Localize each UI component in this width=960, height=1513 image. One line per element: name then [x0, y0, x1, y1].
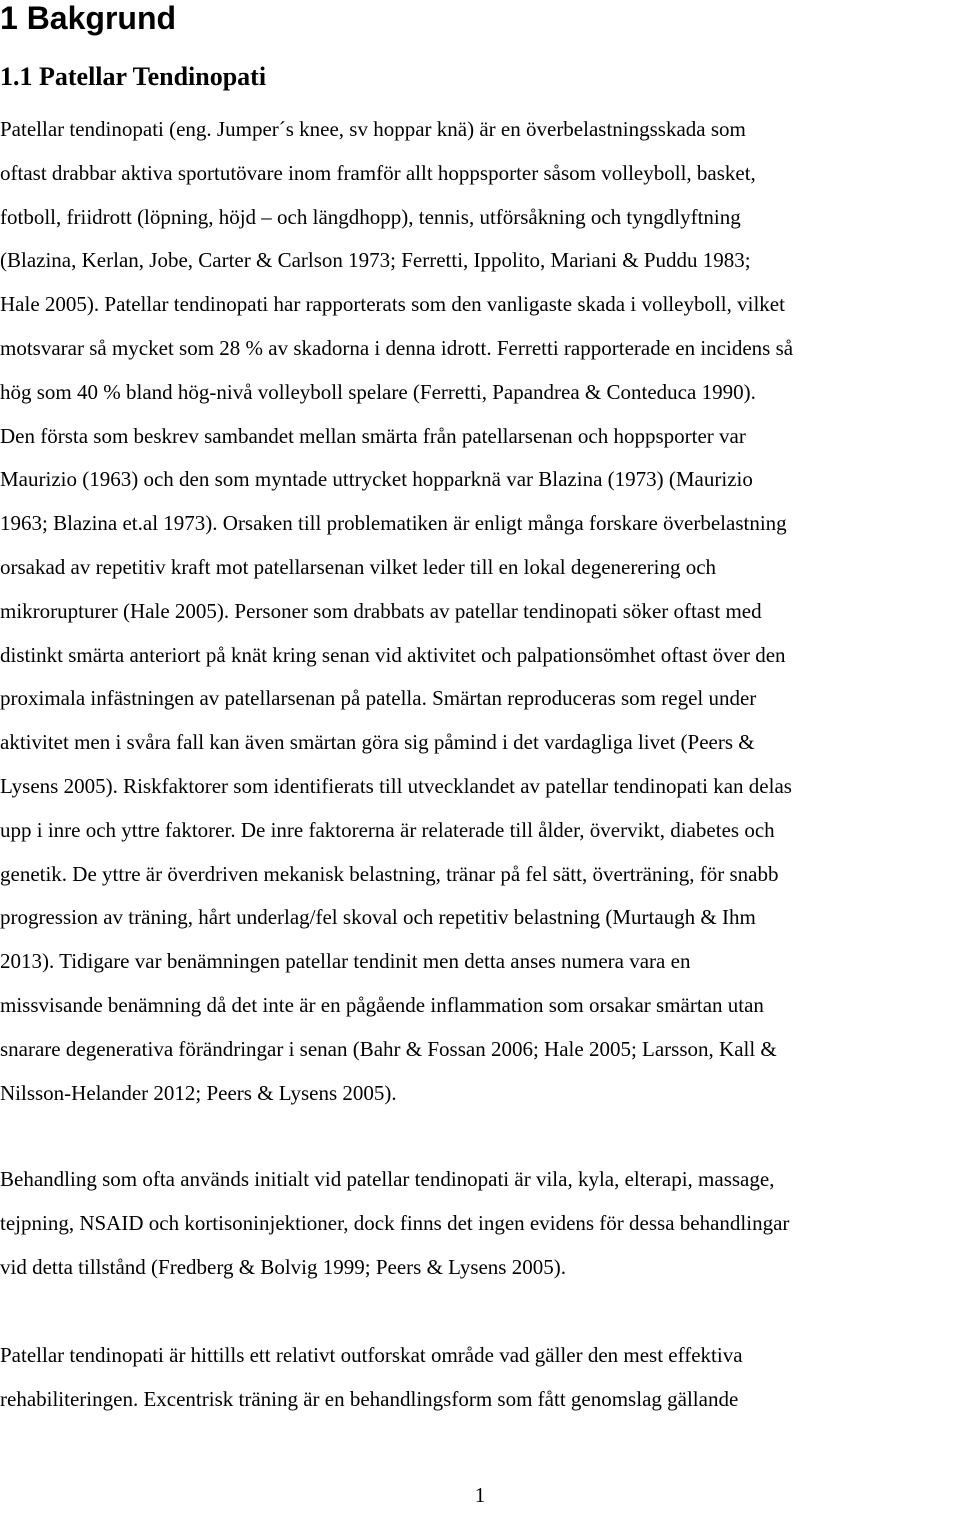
text-line: mikrorupturer (Hale 2005). Personer som drabbats av patellar tendinopati söker oftast med: [0, 598, 762, 623]
text-line: oftast drabbar aktiva sportutövare inom framför allt hoppsporter såsom volleyboll, basket,: [0, 160, 756, 185]
text-line: vid detta tillstånd (Fredberg & Bolvig 1999; Peers & Lysens 2005).: [0, 1254, 566, 1279]
text-line: rehabiliteringen. Excentrisk träning är en behandlingsform som fått genomslag gällande: [0, 1386, 739, 1411]
paragraph-rehabilitation: [0, 1334, 960, 1422]
text-line: tejpning, NSAID och kortisoninjektioner, dock finns det ingen evidens för dessa behandlingar: [0, 1210, 790, 1235]
text-line: upp i inre och yttre faktorer. De inre faktorerna är relaterade till ålder, övervikt, diabetes och: [0, 817, 775, 842]
section-heading: 1 Bakgrund: [0, 0, 177, 36]
text-line: snarare degenerativa förändringar i senan (Bahr & Fossan 2006; Hale 2005; Larsson, Kall &: [0, 1036, 777, 1061]
text-line: Patellar tendinopati (eng. Jumper´s knee, sv hoppar knä) är en överbelastningsskada som: [0, 117, 746, 141]
text-line: Nilsson-Helander 2012; Peers & Lysens 2005).: [0, 1080, 397, 1105]
page-number: 1: [474, 1483, 486, 1507]
text-line: Maurizio (1963) och den som myntade uttrycket hopparknä var Blazina (1973) (Maurizio: [0, 467, 753, 492]
text-line: motsvarar så mycket som 28 % av skadorna i denna idrott. Ferretti rapporterade en incidens så: [0, 335, 794, 360]
paragraph-background: [0, 108, 960, 1115]
text-line: fotboll, friidrott (löpning, höjd – och längdhopp), tennis, utförsåkning och tyngdlyftning: [0, 204, 741, 229]
text-line: Patellar tendinopati är hittills ett relativt outforskat område vad gäller den mest effektiva: [0, 1343, 743, 1367]
text-line: genetik. De yttre är överdriven mekanisk belastning, tränar på fel sätt, överträning, för snabb: [0, 861, 779, 886]
text-line: 2013). Tidigare var benämningen patellar tendinit men detta anses numera vara en: [0, 949, 691, 974]
paragraph-treatment: [0, 1158, 960, 1289]
text-line: missvisande benämning då det inte är en pågående inflammation som orsakar smärtan utan: [0, 992, 764, 1017]
text-line: hög som 40 % bland hög-nivå volleyboll spelare (Ferretti, Papandrea & Conteduca 1990).: [0, 379, 756, 404]
text-line: 1963; Blazina et.al 1973). Orsaken till problematiken är enligt många forskare överbelastning: [0, 511, 787, 536]
subsection-heading: 1.1 Patellar Tendinopati: [0, 62, 267, 91]
text-line: Behandling som ofta används initialt vid patellar tendinopati är vila, kyla, elterapi, massage,: [0, 1167, 775, 1191]
text-line: Lysens 2005). Riskfaktorer som identifierats till utvecklandet av patellar tendinopati kan delas: [0, 773, 792, 798]
text-line: orsakad av repetitiv kraft mot patellarsenan vilket leder till en lokal degenerering och: [0, 554, 717, 579]
text-line: Hale 2005). Patellar tendinopati har rapporterats som den vanligaste skada i volleyboll, vilket: [0, 292, 785, 317]
text-line: aktivitet men i svåra fall kan även smärtan göra sig påmind i det vardagliga livet (Peers &: [0, 730, 755, 755]
text-line: Den första som beskrev sambandet mellan smärta från patellarsenan och hoppsporter var: [0, 423, 746, 448]
text-line: distinkt smärta anteriort på knät kring senan vid aktivitet och palpationsömhet oftast över den: [0, 642, 786, 667]
text-line: (Blazina, Kerlan, Jobe, Carter & Carlson 1973; Ferretti, Ippolito, Mariani & Puddu 1983;: [0, 248, 751, 273]
text-line: proximala infästningen av patellarsenan på patella. Smärtan reproduceras som regel under: [0, 686, 757, 711]
text-line: progression av träning, hårt underlag/fel skoval och repetitiv belastning (Murtaugh & Ihm: [0, 905, 756, 930]
